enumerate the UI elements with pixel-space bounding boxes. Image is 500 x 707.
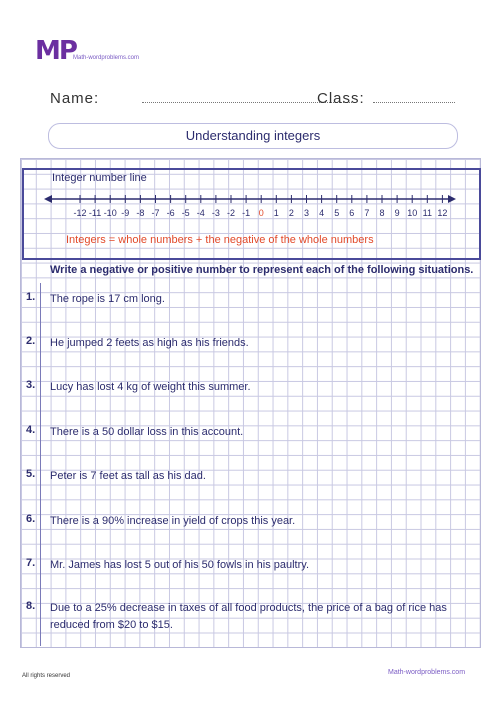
number-line-tick-label: -11 xyxy=(88,208,102,218)
number-line-title: Integer number line xyxy=(52,172,147,184)
page-title: Understanding integers xyxy=(48,123,458,149)
number-line-tick-label: -9 xyxy=(121,208,130,218)
number-line-tick-label: -5 xyxy=(181,208,190,218)
number-line-box xyxy=(22,168,481,260)
class-label: Class: xyxy=(317,90,365,107)
logo-mark: MP xyxy=(35,36,76,66)
name-class-row xyxy=(50,90,460,110)
question-number: 4. xyxy=(26,424,36,436)
question-text: There is a 90% increase in yield of crops this year. xyxy=(50,515,296,527)
number-line-tick-label: -8 xyxy=(136,208,145,218)
number-line-tick-label: 4 xyxy=(319,208,325,218)
question-number: 6. xyxy=(26,513,36,525)
number-line-tick-label: 0 xyxy=(258,208,264,218)
integer-definition: Integers = whole numbers + the negative of the whole numbers xyxy=(66,234,374,246)
number-line-tick-label: 8 xyxy=(379,208,385,218)
footer-rights: All rights reserved xyxy=(22,673,71,679)
margin-line xyxy=(40,283,41,646)
number-line-tick-label: 3 xyxy=(303,208,310,218)
name-label: Name: xyxy=(50,90,100,107)
question-text: Lucy has lost 4 kg of weight this summer. xyxy=(50,381,251,393)
right-arrow-icon xyxy=(448,195,456,203)
question-text: Peter is 7 feet as tall as his dad. xyxy=(50,470,206,482)
number-line-tick-label: -12 xyxy=(73,208,87,218)
number-line-tick-label: 9 xyxy=(394,208,400,218)
number-line-tick-label: 12 xyxy=(437,208,448,218)
question-text: He jumped 2 feets as high as his friends. xyxy=(50,337,249,349)
question-number: 5. xyxy=(26,468,36,480)
question-number: 8. xyxy=(26,600,36,612)
question-text: The rope is 17 cm long. xyxy=(50,293,165,305)
number-line-tick-label: -6 xyxy=(166,208,175,218)
number-line-tick-label: -2 xyxy=(226,208,236,218)
number-line-tick-label: -10 xyxy=(103,208,117,218)
number-line-tick-label: 6 xyxy=(349,208,355,218)
number-line-tick-label: 7 xyxy=(364,208,370,218)
number-line-tick-label: -1 xyxy=(242,208,251,218)
number-line-tick-label: -4 xyxy=(196,208,205,218)
question-number: 7. xyxy=(26,557,36,569)
question-number: 2. xyxy=(26,335,36,347)
footer-site: Math-wordproblems.com xyxy=(388,669,466,676)
question-number: 3. xyxy=(26,379,36,391)
logo xyxy=(35,36,140,66)
number-line-tick-label: 1 xyxy=(273,208,279,218)
question-text: There is a 50 dollar loss in this account. xyxy=(50,426,244,438)
number-line xyxy=(24,170,479,230)
instructions: Write a negative or positive number to represent each of the following situations. xyxy=(50,264,474,276)
number-line-tick-label: 5 xyxy=(334,208,340,218)
question-text: Mr. James has lost 5 out of his 50 fowls in his paultry. xyxy=(50,559,310,571)
question-text: Due to a 25% decrease in taxes of all food products, the price of a bag of rice has reduced from $20 to $15. xyxy=(50,602,447,631)
number-line-tick-label: 10 xyxy=(407,208,418,218)
number-line-tick-label: -7 xyxy=(151,208,160,218)
number-line-tick-label: 11 xyxy=(422,208,432,218)
logo-site: Math-wordproblems.com xyxy=(73,55,140,61)
class-field[interactable] xyxy=(373,102,455,103)
number-line-tick-label: -3 xyxy=(211,208,220,218)
number-line-tick-label: 2 xyxy=(288,208,294,218)
question-number: 1. xyxy=(26,291,36,303)
left-arrow-icon xyxy=(44,195,52,203)
